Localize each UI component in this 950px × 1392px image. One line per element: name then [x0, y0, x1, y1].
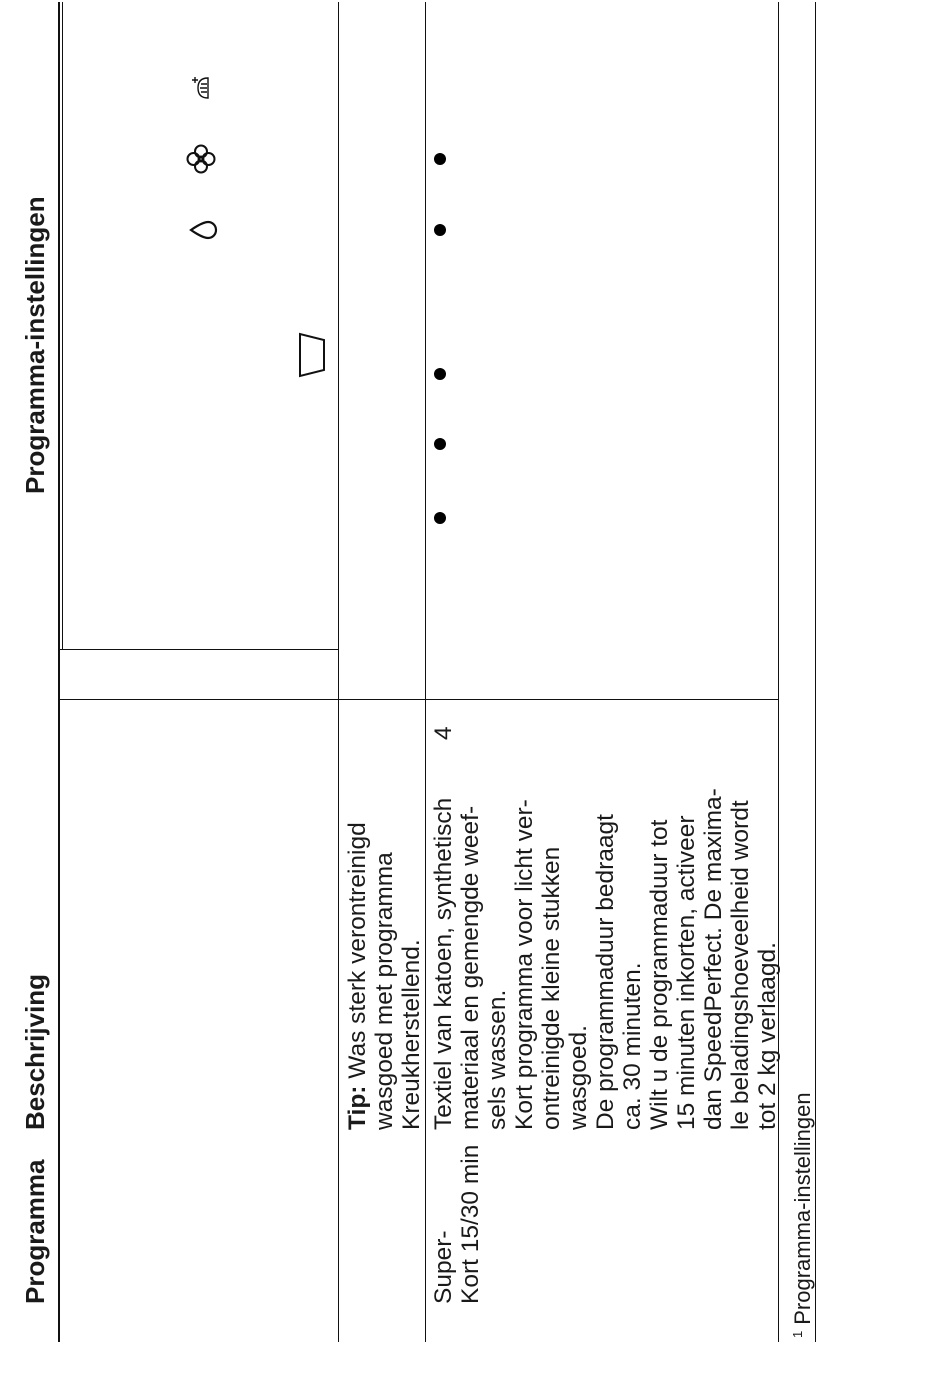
table-bottom-rule: [778, 2, 779, 1342]
header-beschrijving: Beschrijving: [20, 973, 50, 1130]
settings-subheader-divider: [58, 649, 338, 650]
tip-label: Tip:: [344, 1085, 371, 1130]
max-load-value: 4: [430, 726, 457, 740]
water-plus-icon: [188, 218, 218, 242]
footnote: [785, 1092, 816, 1338]
setting-dot-1: [434, 512, 446, 524]
stain-plus-icon: [190, 74, 218, 102]
program-name: Super- Kort 15/30 min: [430, 1144, 484, 1304]
tip-body: Was sterk verontreinigd wasgoed met programma Kreukherstellend.: [344, 822, 425, 1130]
settings-subheader-bottom: [338, 650, 339, 700]
tip-text: [344, 710, 425, 1130]
row-rule: [425, 2, 426, 1342]
detergent-drawer-icon: [296, 332, 328, 378]
flower-fabric-softener-icon: [186, 144, 216, 174]
setting-dot-5: [434, 153, 446, 165]
header-instellingen: Programma-instellingen: [20, 196, 50, 494]
setting-dot-2: [434, 438, 446, 450]
settings-column-divider: [58, 699, 778, 700]
footnote-marker: 1: [790, 1330, 805, 1338]
setting-dot-4: [434, 224, 446, 236]
settings-inner-rule: [62, 2, 63, 650]
header-programma: Programma: [20, 1159, 50, 1304]
program-description: Textiel van katoen, synthetisch materiaal en gemengde weef- sels wassen. Kort programma voor licht ver- ontreinigde kleine stukken wasgoed. De programmaduur bedraagt ca. 30 minuten. Wilt u de programmaduur tot 15 minuten inkorten, activeer dan SpeedPerfect. De maxima- le beladingshoeveelheid wordt tot 2 kg verlaagd.: [430, 788, 781, 1130]
setting-dot-3: [434, 368, 446, 380]
footnote-text: Programma-instellingen: [790, 1092, 815, 1325]
table-top-rule: [58, 2, 60, 1342]
